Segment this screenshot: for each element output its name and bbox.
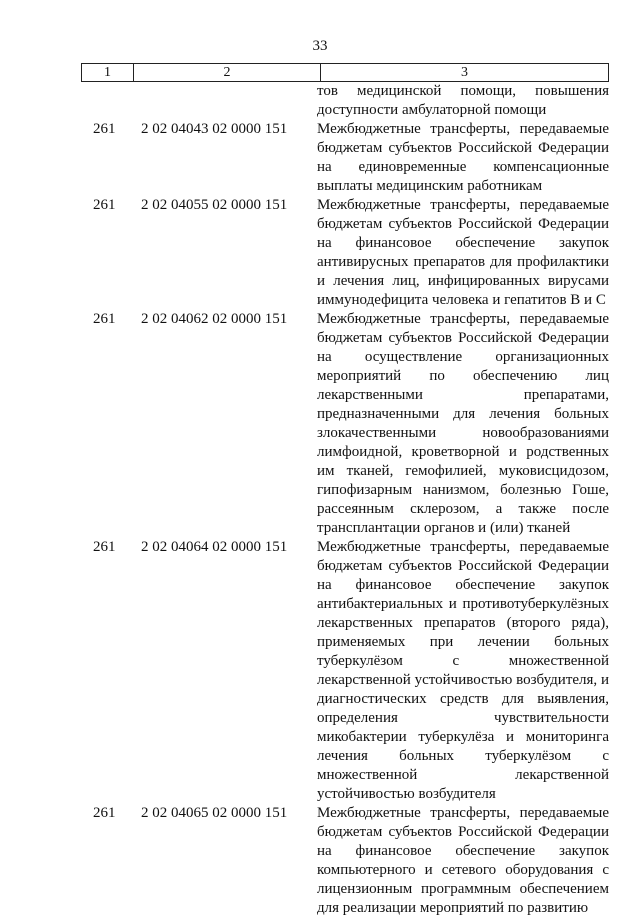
budget-code: 2 02 04043 02 0000 151 [141, 121, 288, 137]
budget-code: 2 02 04065 02 0000 151 [141, 805, 288, 821]
table-row [81, 196, 609, 310]
table-body [81, 82, 609, 918]
admin-code: 261 [93, 805, 116, 821]
table-row [81, 82, 609, 120]
header-col-2: 2 [134, 64, 321, 81]
row-description: Межбюджетные трансферты, передаваемые бюджетам субъектов Российской Федерации на финансовое обеспечение закупок антибактериальных и противотуберкулёзных лекарственных препаратов (второго ряда), применяемых при лечении больных туберкулёзом с множественной лекарственной устойчивостью возбудителя, и диагностических средств для выявления, определения чувствительности микобактерии туберкулёза и мониторинга лечения больных туберкулёзом с множественной лекарственной устойчивостью возбудителя [317, 539, 609, 802]
admin-code: 261 [93, 539, 116, 555]
table-row [81, 538, 609, 804]
table-row [81, 120, 609, 196]
budget-code: 2 02 04064 02 0000 151 [141, 539, 288, 555]
row-description: Межбюджетные трансферты, передаваемые бюджетам субъектов Российской Федерации на осуществление организационных мероприятий по обеспечению лиц лекарственными препаратами, предназначенными для лечения больных злокачественными новообразованиями лимфоидной, кроветворной и родственных им тканей, гемофилией, муковисцидозом, гипофизарным нанизмом, болезнью Гоше, рассеянным склерозом, а также после трансплантации органов и (или) тканей [317, 311, 609, 536]
row-description: Межбюджетные трансферты, передаваемые бюджетам субъектов Российской Федерации на финансовое обеспечение закупок компьютерного и сетевого оборудования с лицензионным программным обеспечением для реализации мероприятий по развитию [317, 805, 609, 916]
admin-code: 261 [93, 121, 116, 137]
page-number: 33 [312, 38, 328, 54]
table-row [81, 804, 609, 918]
row-description: Межбюджетные трансферты, передаваемые бюджетам субъектов Российской Федерации на единовременные компенсационные выплаты медицинским работникам [317, 121, 609, 194]
budget-code: 2 02 04055 02 0000 151 [141, 197, 288, 213]
row-description: Межбюджетные трансферты, передаваемые бюджетам субъектов Российской Федерации на финансовое обеспечение закупок антивирусных препаратов для профилактики и лечения лиц, инфицированных вирусами иммунодефицита человека и гепатитов В и С [317, 197, 609, 308]
table-header [81, 63, 609, 82]
admin-code: 261 [93, 197, 116, 213]
header-col-3: 3 [461, 65, 468, 80]
budget-code: 2 02 04062 02 0000 151 [141, 311, 288, 327]
header-col-1: 1 [82, 64, 134, 81]
row-description: тов медицинской помощи, повышения доступности амбулаторной помощи [317, 83, 609, 118]
table-row [81, 310, 609, 538]
admin-code: 261 [93, 311, 116, 327]
